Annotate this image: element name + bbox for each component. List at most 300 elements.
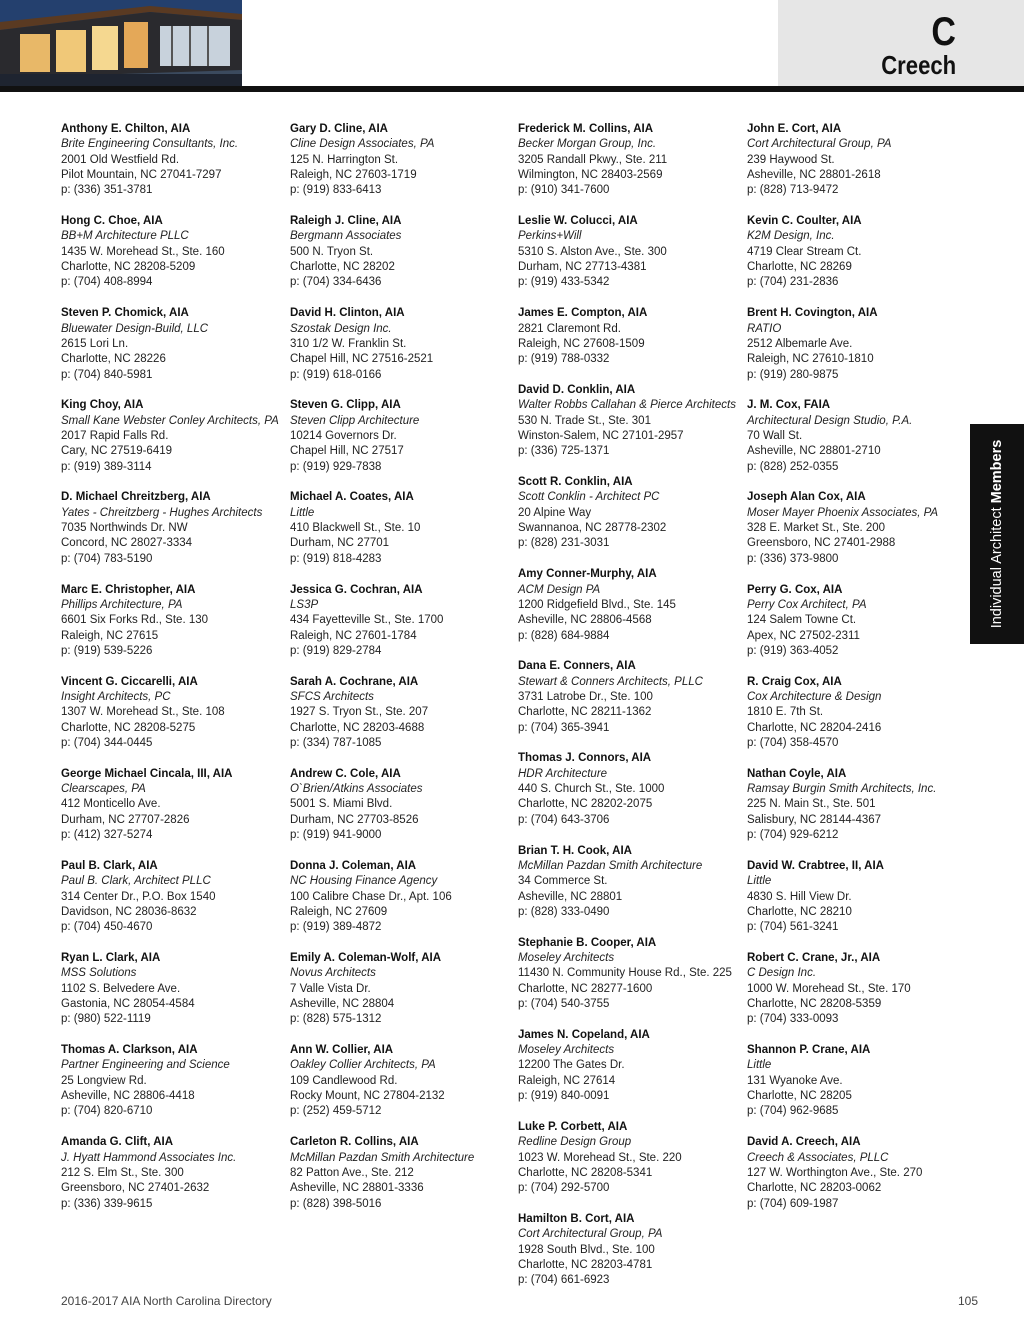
member-address-line2: Asheville, NC 28801 bbox=[518, 890, 623, 903]
member-entry bbox=[518, 844, 740, 921]
member-phone: p: (828) 252-0355 bbox=[747, 460, 839, 473]
member-entry bbox=[747, 767, 969, 844]
member-company: ACM Design PA bbox=[518, 583, 601, 596]
member-phone: p: (336) 351-3781 bbox=[61, 184, 153, 197]
member-address-line1: 1928 South Blvd., Ste. 100 bbox=[518, 1243, 655, 1256]
member-address-line1: 124 Salem Towne Ct. bbox=[747, 614, 857, 627]
member-company: Little bbox=[747, 875, 772, 888]
member-address-line1: 412 Monticello Ave. bbox=[61, 798, 161, 811]
member-entry bbox=[290, 583, 512, 660]
member-phone: p: (704) 365-3941 bbox=[518, 721, 610, 734]
member-name: Nathan Coyle, AIA bbox=[747, 767, 847, 780]
member-address-line2: Charlotte, NC 28210 bbox=[747, 905, 852, 918]
side-section-tab bbox=[970, 424, 1024, 644]
directory-column-3 bbox=[518, 122, 740, 1304]
member-name: Stephanie B. Cooper, AIA bbox=[518, 936, 657, 949]
member-company: BB+M Architecture PLLC bbox=[61, 230, 189, 243]
member-phone: p: (704) 408-8994 bbox=[61, 276, 153, 289]
member-name: Ryan L. Clark, AIA bbox=[61, 951, 161, 964]
member-company: Perkins+Will bbox=[518, 230, 582, 243]
member-company: Phillips Architecture, PA bbox=[61, 598, 183, 611]
member-phone: p: (704) 450-4670 bbox=[61, 921, 153, 934]
member-address-line2: Raleigh, NC 27610-1810 bbox=[747, 353, 874, 366]
member-address-line1: 225 N. Main St., Ste. 501 bbox=[747, 798, 876, 811]
member-address-line2: Charlotte, NC 28277-1600 bbox=[518, 982, 653, 995]
member-phone: p: (704) 334-6436 bbox=[290, 276, 382, 289]
member-entry bbox=[61, 675, 283, 752]
member-name: Donna J. Coleman, AIA bbox=[290, 859, 417, 872]
member-address-line1: 34 Commerce St. bbox=[518, 875, 608, 888]
member-entry bbox=[290, 951, 512, 1028]
member-phone: p: (828) 231-3031 bbox=[518, 537, 610, 550]
member-address-line2: Swannanoa, NC 28778-2302 bbox=[518, 522, 667, 535]
member-phone: p: (919) 433-5342 bbox=[518, 276, 610, 289]
member-company: Cort Architectural Group, PA bbox=[747, 138, 892, 151]
member-company: Partner Engineering and Science bbox=[61, 1059, 230, 1072]
member-company: LS3P bbox=[290, 598, 319, 611]
member-address-line1: 434 Fayetteville St., Ste. 1700 bbox=[290, 614, 444, 627]
member-address-line2: Charlotte, NC 28208-5341 bbox=[518, 1166, 653, 1179]
member-entry bbox=[747, 490, 969, 567]
member-phone: p: (919) 829-2784 bbox=[290, 644, 382, 657]
member-entry bbox=[61, 1135, 283, 1212]
member-company: Moseley Architects bbox=[518, 1044, 615, 1057]
member-company: Moser Mayer Phoenix Associates, PA bbox=[747, 506, 939, 519]
member-address-line1: 11430 N. Community House Rd., Ste. 225 bbox=[518, 967, 732, 980]
member-phone: p: (919) 539-5226 bbox=[61, 644, 153, 657]
member-phone: p: (704) 929-6212 bbox=[747, 829, 839, 842]
member-entry bbox=[518, 936, 740, 1013]
member-address-line1: 530 N. Trade St., Ste. 301 bbox=[518, 414, 651, 427]
member-phone: p: (828) 398-5016 bbox=[290, 1197, 382, 1210]
member-entry bbox=[61, 583, 283, 660]
member-name: James E. Compton, AIA bbox=[518, 307, 648, 320]
footer-title: 2016-2017 AIA North Carolina Directory bbox=[61, 1294, 272, 1308]
member-address-line2: Charlotte, NC 28226 bbox=[61, 353, 166, 366]
member-address-line1: 100 Calibre Chase Dr., Apt. 106 bbox=[290, 890, 452, 903]
member-address-line2: Durham, NC 27701 bbox=[290, 537, 390, 550]
member-address-line2: Durham, NC 27713-4381 bbox=[518, 261, 647, 274]
member-address-line2: Charlotte, NC 28203-4688 bbox=[290, 721, 425, 734]
side-tab-label bbox=[989, 440, 1005, 629]
member-name: R. Craig Cox, AIA bbox=[747, 675, 842, 688]
member-name: David H. Clinton, AIA bbox=[290, 307, 405, 320]
member-name: John E. Cort, AIA bbox=[747, 123, 842, 135]
member-address-line2: Asheville, NC 28801-2710 bbox=[747, 445, 881, 458]
member-company: K2M Design, Inc. bbox=[747, 230, 835, 243]
member-name: George Michael Cincala, III, AIA bbox=[61, 767, 233, 780]
member-name: Joseph Alan Cox, AIA bbox=[747, 491, 866, 504]
member-address-line1: 314 Center Dr., P.O. Box 1540 bbox=[61, 890, 216, 903]
member-address-line2: Asheville, NC 28806-4568 bbox=[518, 614, 652, 627]
member-company: Cline Design Associates, PA bbox=[290, 138, 435, 151]
member-address-line1: 212 S. Elm St., Ste. 300 bbox=[61, 1166, 184, 1179]
member-phone: p: (704) 333-0093 bbox=[747, 1013, 839, 1026]
member-name: Thomas J. Connors, AIA bbox=[518, 752, 652, 765]
member-company: Becker Morgan Group, Inc. bbox=[518, 138, 657, 151]
member-name: Thomas A. Clarkson, AIA bbox=[61, 1044, 198, 1057]
member-company: O`Brien/Atkins Associates bbox=[290, 783, 423, 796]
member-address-line2: Asheville, NC 28806-4418 bbox=[61, 1090, 195, 1103]
member-phone: p: (919) 818-4283 bbox=[290, 552, 382, 565]
member-address-line2: Winston-Salem, NC 27101-2957 bbox=[518, 430, 684, 443]
page-number: 105 bbox=[957, 1294, 978, 1308]
member-phone: p: (919) 618-0166 bbox=[290, 368, 382, 381]
member-address-line2: Apex, NC 27502-2311 bbox=[747, 629, 860, 642]
member-phone: p: (919) 389-4872 bbox=[290, 921, 382, 934]
member-entry bbox=[61, 767, 283, 844]
member-company: J. Hyatt Hammond Associates Inc. bbox=[61, 1151, 237, 1164]
member-address-line2: Greensboro, NC 27401-2988 bbox=[747, 537, 896, 550]
member-address-line1: 3731 Latrobe Dr., Ste. 100 bbox=[518, 691, 653, 703]
member-entry bbox=[61, 398, 283, 475]
member-company: Steven Clipp Architecture bbox=[290, 414, 420, 427]
member-name: Sarah A. Cochrane, AIA bbox=[290, 675, 419, 688]
member-name: Perry G. Cox, AIA bbox=[747, 583, 843, 596]
member-address-line2: Durham, NC 27703-8526 bbox=[290, 813, 419, 826]
member-address-line2: Charlotte, NC 28208-5209 bbox=[61, 261, 196, 274]
member-entry bbox=[290, 214, 512, 291]
member-name: Frederick M. Collins, AIA bbox=[518, 123, 654, 135]
page-range-name: Creech bbox=[881, 50, 956, 80]
member-company: Stewart & Conners Architects, PLLC bbox=[518, 675, 703, 688]
member-entry bbox=[747, 675, 969, 752]
member-address-line2: Charlotte, NC 28205 bbox=[747, 1090, 852, 1103]
member-address-line2: Wilmington, NC 28403-2569 bbox=[518, 169, 663, 182]
member-entry bbox=[518, 383, 740, 460]
member-name: Hamilton B. Cort, AIA bbox=[518, 1212, 635, 1225]
member-company: McMillan Pazdan Smith Architecture bbox=[518, 859, 703, 872]
member-entry bbox=[290, 1135, 512, 1212]
member-address-line1: 1927 S. Tryon St., Ste. 207 bbox=[290, 706, 429, 719]
member-address-line1: 2615 Lori Ln. bbox=[61, 337, 129, 350]
member-name: Paul B. Clark, AIA bbox=[61, 859, 158, 872]
member-phone: p: (919) 788-0332 bbox=[518, 353, 610, 366]
member-company: Ramsay Burgin Smith Architects, Inc. bbox=[747, 783, 937, 796]
member-phone: p: (704) 643-3706 bbox=[518, 813, 610, 826]
member-address-line1: 1102 S. Belvedere Ave. bbox=[61, 982, 181, 995]
member-address-line1: 1000 W. Morehead St., Ste. 170 bbox=[747, 982, 911, 995]
member-company: Small Kane Webster Conley Architects, PA bbox=[61, 414, 279, 427]
member-entry bbox=[518, 214, 740, 291]
member-address-line1: 5001 S. Miami Blvd. bbox=[290, 798, 393, 811]
member-name: Amy Conner-Murphy, AIA bbox=[518, 568, 657, 581]
member-address-line2: Chapel Hill, NC 27517 bbox=[290, 445, 404, 458]
member-address-line1: 2017 Rapid Falls Rd. bbox=[61, 430, 169, 443]
member-company: Perry Cox Architect, PA bbox=[747, 598, 867, 611]
member-address-line1: 131 Wyanoke Ave. bbox=[747, 1074, 843, 1087]
member-address-line1: 70 Wall St. bbox=[747, 430, 803, 443]
member-address-line2: Davidson, NC 28036-8632 bbox=[61, 905, 197, 918]
member-address-line2: Charlotte, NC 28208-5275 bbox=[61, 721, 196, 734]
section-letter: C bbox=[931, 10, 956, 54]
member-entry bbox=[518, 306, 740, 367]
member-name: Brent H. Covington, AIA bbox=[747, 307, 878, 320]
member-address-line2: Charlotte, NC 28211-1362 bbox=[518, 706, 652, 719]
member-phone: p: (704) 344-0445 bbox=[61, 737, 153, 750]
member-company: RATIO bbox=[747, 322, 782, 335]
member-name: David A. Creech, AIA bbox=[747, 1136, 861, 1149]
member-address-line1: 2001 Old Westfield Rd. bbox=[61, 153, 180, 166]
member-address-line2: Gastonia, NC 28054-4584 bbox=[61, 998, 195, 1011]
member-phone: p: (704) 231-2836 bbox=[747, 276, 839, 289]
member-entry bbox=[747, 951, 969, 1028]
member-entry bbox=[61, 859, 283, 936]
member-company: Creech & Associates, PLLC bbox=[747, 1151, 889, 1164]
member-address-line2: Raleigh, NC 27608-1509 bbox=[518, 337, 645, 350]
member-address-line2: Raleigh, NC 27601-1784 bbox=[290, 629, 417, 642]
member-name: Scott R. Conklin, AIA bbox=[518, 476, 633, 489]
member-address-line1: 2512 Albemarle Ave. bbox=[747, 337, 853, 350]
member-entry bbox=[61, 122, 283, 199]
member-company: Paul B. Clark, Architect PLLC bbox=[61, 875, 211, 888]
member-address-line2: Salisbury, NC 28144-4367 bbox=[747, 813, 882, 826]
member-entry bbox=[518, 567, 740, 644]
member-address-line1: 310 1/2 W. Franklin St. bbox=[290, 337, 407, 350]
member-entry bbox=[290, 675, 512, 752]
member-company: Insight Architects, PC bbox=[61, 691, 171, 703]
member-entry bbox=[747, 583, 969, 660]
member-company: Redline Design Group bbox=[518, 1136, 632, 1149]
member-entry bbox=[518, 659, 740, 736]
member-address-line1: 2821 Claremont Rd. bbox=[518, 322, 621, 335]
member-address-line1: 20 Alpine Way bbox=[518, 506, 592, 519]
member-phone: p: (412) 327-5274 bbox=[61, 829, 153, 842]
member-address-line1: 500 N. Tryon St. bbox=[290, 245, 374, 258]
member-name: Robert C. Crane, Jr., AIA bbox=[747, 951, 881, 964]
member-name: King Choy, AIA bbox=[61, 399, 144, 412]
member-name: David W. Crabtree, II, AIA bbox=[747, 859, 884, 872]
member-name: Luke P. Corbett, AIA bbox=[518, 1120, 628, 1133]
member-address-line2: Raleigh, NC 27614 bbox=[518, 1074, 616, 1087]
member-name: Steven G. Clipp, AIA bbox=[290, 399, 401, 412]
member-address-line2: Charlotte, NC 28202-2075 bbox=[518, 798, 653, 811]
member-company: Novus Architects bbox=[290, 967, 376, 980]
member-company: Architectural Design Studio, P.A. bbox=[747, 414, 913, 427]
member-name: Marc E. Christopher, AIA bbox=[61, 583, 196, 596]
member-name: Raleigh J. Cline, AIA bbox=[290, 215, 402, 228]
member-name: Brian T. H. Cook, AIA bbox=[518, 844, 632, 857]
member-name: David D. Conklin, AIA bbox=[518, 383, 636, 396]
member-phone: p: (704) 292-5700 bbox=[518, 1182, 610, 1195]
member-company: C Design Inc. bbox=[747, 967, 817, 980]
member-phone: p: (919) 929-7838 bbox=[290, 460, 382, 473]
member-address-line1: 109 Candlewood Rd. bbox=[290, 1074, 398, 1087]
member-name: Anthony E. Chilton, AIA bbox=[61, 123, 191, 135]
member-address-line2: Charlotte, NC 28204-2416 bbox=[747, 721, 882, 734]
member-address-line2: Raleigh, NC 27609 bbox=[290, 905, 388, 918]
member-address-line1: 12200 The Gates Dr. bbox=[518, 1059, 625, 1072]
member-entry bbox=[518, 475, 740, 552]
member-phone: p: (334) 787-1085 bbox=[290, 737, 382, 750]
member-company: SFCS Architects bbox=[290, 691, 374, 703]
member-phone: p: (919) 840-0091 bbox=[518, 1090, 610, 1103]
member-phone: p: (336) 725-1371 bbox=[518, 445, 610, 458]
member-address-line2: Concord, NC 28027-3334 bbox=[61, 537, 193, 550]
member-name: Steven P. Chomick, AIA bbox=[61, 307, 189, 320]
member-address-line2: Charlotte, NC 28202 bbox=[290, 261, 395, 274]
member-address-line2: Raleigh, NC 27603-1719 bbox=[290, 169, 417, 182]
member-address-line2: Greensboro, NC 27401-2632 bbox=[61, 1182, 210, 1195]
member-phone: p: (704) 840-5981 bbox=[61, 368, 153, 381]
member-company: Little bbox=[747, 1059, 772, 1072]
member-company: Brite Engineering Consultants, Inc. bbox=[61, 138, 239, 151]
member-entry bbox=[747, 306, 969, 383]
member-address-line1: 82 Patton Ave., Ste. 212 bbox=[290, 1166, 414, 1179]
member-address-line1: 7035 Northwinds Dr. NW bbox=[61, 522, 188, 535]
directory-column-4 bbox=[747, 122, 969, 1227]
member-entry bbox=[61, 490, 283, 567]
member-name: Ann W. Collier, AIA bbox=[290, 1044, 394, 1057]
member-name: J. M. Cox, FAIA bbox=[747, 399, 831, 412]
member-name: Leslie W. Colucci, AIA bbox=[518, 215, 638, 228]
member-company: Cox Architecture & Design bbox=[747, 691, 882, 703]
member-address-line1: 6601 Six Forks Rd., Ste. 130 bbox=[61, 614, 209, 627]
member-address-line1: 1435 W. Morehead St., Ste. 160 bbox=[61, 245, 225, 258]
member-address-line2: Charlotte, NC 28269 bbox=[747, 261, 852, 274]
member-phone: p: (980) 522-1119 bbox=[61, 1013, 151, 1026]
member-name: Jessica G. Cochran, AIA bbox=[290, 583, 423, 596]
member-entry bbox=[518, 1028, 740, 1105]
member-name: Carleton R. Collins, AIA bbox=[290, 1136, 419, 1149]
member-entry bbox=[518, 122, 740, 199]
member-address-line1: 410 Blackwell St., Ste. 10 bbox=[290, 522, 421, 535]
section-letter-box bbox=[778, 0, 1024, 86]
member-phone: p: (704) 783-5190 bbox=[61, 552, 153, 565]
member-address-line1: 7 Valle Vista Dr. bbox=[290, 982, 371, 995]
member-phone: p: (252) 459-5712 bbox=[290, 1105, 382, 1118]
member-phone: p: (704) 962-9685 bbox=[747, 1105, 839, 1118]
member-address-line1: 328 E. Market St., Ste. 200 bbox=[747, 522, 886, 535]
member-address-line2: Asheville, NC 28801-3336 bbox=[290, 1182, 424, 1195]
member-address-line1: 1307 W. Morehead St., Ste. 108 bbox=[61, 706, 225, 719]
member-address-line2: Rocky Mount, NC 27804-2132 bbox=[290, 1090, 445, 1103]
member-phone: p: (704) 661-6923 bbox=[518, 1274, 610, 1287]
member-address-line2: Cary, NC 27519-6419 bbox=[61, 445, 173, 458]
member-address-line1: 1200 Ridgefield Blvd., Ste. 145 bbox=[518, 598, 676, 611]
member-address-line1: 239 Haywood St. bbox=[747, 153, 835, 166]
member-company: Clearscapes, PA bbox=[61, 783, 146, 796]
member-address-line1: 125 N. Harrington St. bbox=[290, 153, 399, 166]
member-phone: p: (704) 609-1987 bbox=[747, 1197, 839, 1210]
member-address-line2: Charlotte, NC 28203-0062 bbox=[747, 1182, 882, 1195]
member-entry bbox=[518, 1120, 740, 1197]
member-company: Oakley Collier Architects, PA bbox=[290, 1059, 436, 1072]
member-address-line2: Charlotte, NC 28203-4781 bbox=[518, 1259, 653, 1271]
member-name: Andrew C. Cole, AIA bbox=[290, 767, 401, 780]
member-name: James N. Copeland, AIA bbox=[518, 1028, 650, 1041]
member-entry bbox=[290, 859, 512, 936]
directory-column-1 bbox=[61, 122, 283, 1227]
member-company: Bluewater Design-Build, LLC bbox=[61, 322, 209, 335]
side-tab-prefix: Individual Architect bbox=[989, 503, 1005, 629]
member-phone: p: (828) 713-9472 bbox=[747, 184, 839, 197]
member-phone: p: (704) 358-4570 bbox=[747, 737, 839, 750]
member-entry bbox=[290, 1043, 512, 1120]
member-name: Michael A. Coates, AIA bbox=[290, 491, 414, 504]
member-address-line1: 4830 S. Hill View Dr. bbox=[747, 890, 852, 903]
member-phone: p: (828) 333-0490 bbox=[518, 905, 610, 918]
member-entry bbox=[747, 859, 969, 936]
member-company: Szostak Design Inc. bbox=[290, 322, 392, 335]
member-company: Cort Architectural Group, PA bbox=[518, 1228, 663, 1241]
member-phone: p: (919) 363-4052 bbox=[747, 644, 839, 657]
member-entry bbox=[518, 1212, 740, 1289]
member-phone: p: (910) 341-7600 bbox=[518, 184, 610, 197]
building-photo-graphic bbox=[0, 0, 242, 86]
member-phone: p: (336) 339-9615 bbox=[61, 1197, 153, 1210]
member-name: Gary D. Cline, AIA bbox=[290, 123, 388, 135]
member-phone: p: (919) 389-3114 bbox=[61, 460, 152, 473]
member-address-line2: Asheville, NC 28801-2618 bbox=[747, 169, 881, 182]
page-header bbox=[0, 0, 1024, 86]
member-entry bbox=[518, 751, 740, 828]
member-entry bbox=[61, 1043, 283, 1120]
member-phone: p: (828) 684-9884 bbox=[518, 629, 610, 642]
member-company: Little bbox=[290, 506, 315, 519]
member-address-line1: 25 Longview Rd. bbox=[61, 1074, 147, 1087]
member-entry bbox=[747, 122, 969, 199]
member-address-line1: 1023 W. Morehead St., Ste. 220 bbox=[518, 1151, 682, 1164]
member-entry bbox=[61, 951, 283, 1028]
member-address-line1: 1810 E. 7th St. bbox=[747, 706, 824, 719]
member-phone: p: (828) 575-1312 bbox=[290, 1013, 382, 1026]
member-name: Vincent G. Ciccarelli, AIA bbox=[61, 675, 198, 688]
side-tab-emphasis: Members bbox=[989, 439, 1005, 504]
member-company: MSS Solutions bbox=[61, 967, 137, 980]
member-address-line1: 4719 Clear Stream Ct. bbox=[747, 245, 862, 258]
member-address-line1: 3205 Randall Pkwy., Ste. 211 bbox=[518, 153, 668, 166]
member-entry bbox=[290, 398, 512, 475]
member-company: McMillan Pazdan Smith Architecture bbox=[290, 1151, 475, 1164]
member-address-line2: Pilot Mountain, NC 27041-7297 bbox=[61, 169, 222, 182]
building-photo bbox=[0, 0, 242, 86]
member-phone: p: (336) 373-9800 bbox=[747, 552, 839, 565]
member-name: Hong C. Choe, AIA bbox=[61, 215, 163, 228]
member-address-line2: Charlotte, NC 28208-5359 bbox=[747, 998, 882, 1011]
member-address-line1: 440 S. Church St., Ste. 1000 bbox=[518, 783, 665, 796]
header-rule bbox=[0, 86, 1024, 92]
member-company: Bergmann Associates bbox=[290, 230, 402, 243]
member-address-line2: Raleigh, NC 27615 bbox=[61, 629, 159, 642]
member-phone: p: (704) 561-3241 bbox=[747, 921, 839, 934]
member-entry bbox=[61, 306, 283, 383]
member-phone: p: (919) 941-9000 bbox=[290, 829, 382, 842]
member-address-line1: 10214 Governors Dr. bbox=[290, 430, 397, 443]
member-entry bbox=[61, 214, 283, 291]
member-phone: p: (704) 820-6710 bbox=[61, 1105, 153, 1118]
member-entry bbox=[747, 1135, 969, 1212]
member-company: Scott Conklin - Architect PC bbox=[518, 491, 660, 504]
member-name: Shannon P. Crane, AIA bbox=[747, 1044, 871, 1057]
member-address-line2: Durham, NC 27707-2826 bbox=[61, 813, 190, 826]
member-entry bbox=[290, 767, 512, 844]
member-company: Yates - Chreitzberg - Hughes Architects bbox=[61, 506, 263, 519]
member-entry bbox=[747, 1043, 969, 1120]
member-address-line1: 5310 S. Alston Ave., Ste. 300 bbox=[518, 245, 667, 258]
member-address-line1: 127 W. Worthington Ave., Ste. 270 bbox=[747, 1166, 923, 1179]
member-address-line2: Chapel Hill, NC 27516-2521 bbox=[290, 353, 434, 366]
member-entry bbox=[747, 214, 969, 291]
member-phone: p: (704) 540-3755 bbox=[518, 998, 610, 1011]
member-entry bbox=[290, 490, 512, 567]
member-company: Moseley Architects bbox=[518, 951, 615, 964]
member-company: HDR Architecture bbox=[518, 767, 608, 780]
member-name: Dana E. Conners, AIA bbox=[518, 660, 636, 673]
member-name: D. Michael Chreitzberg, AIA bbox=[61, 491, 211, 504]
member-address-line2: Asheville, NC 28804 bbox=[290, 998, 395, 1011]
member-entry bbox=[290, 306, 512, 383]
